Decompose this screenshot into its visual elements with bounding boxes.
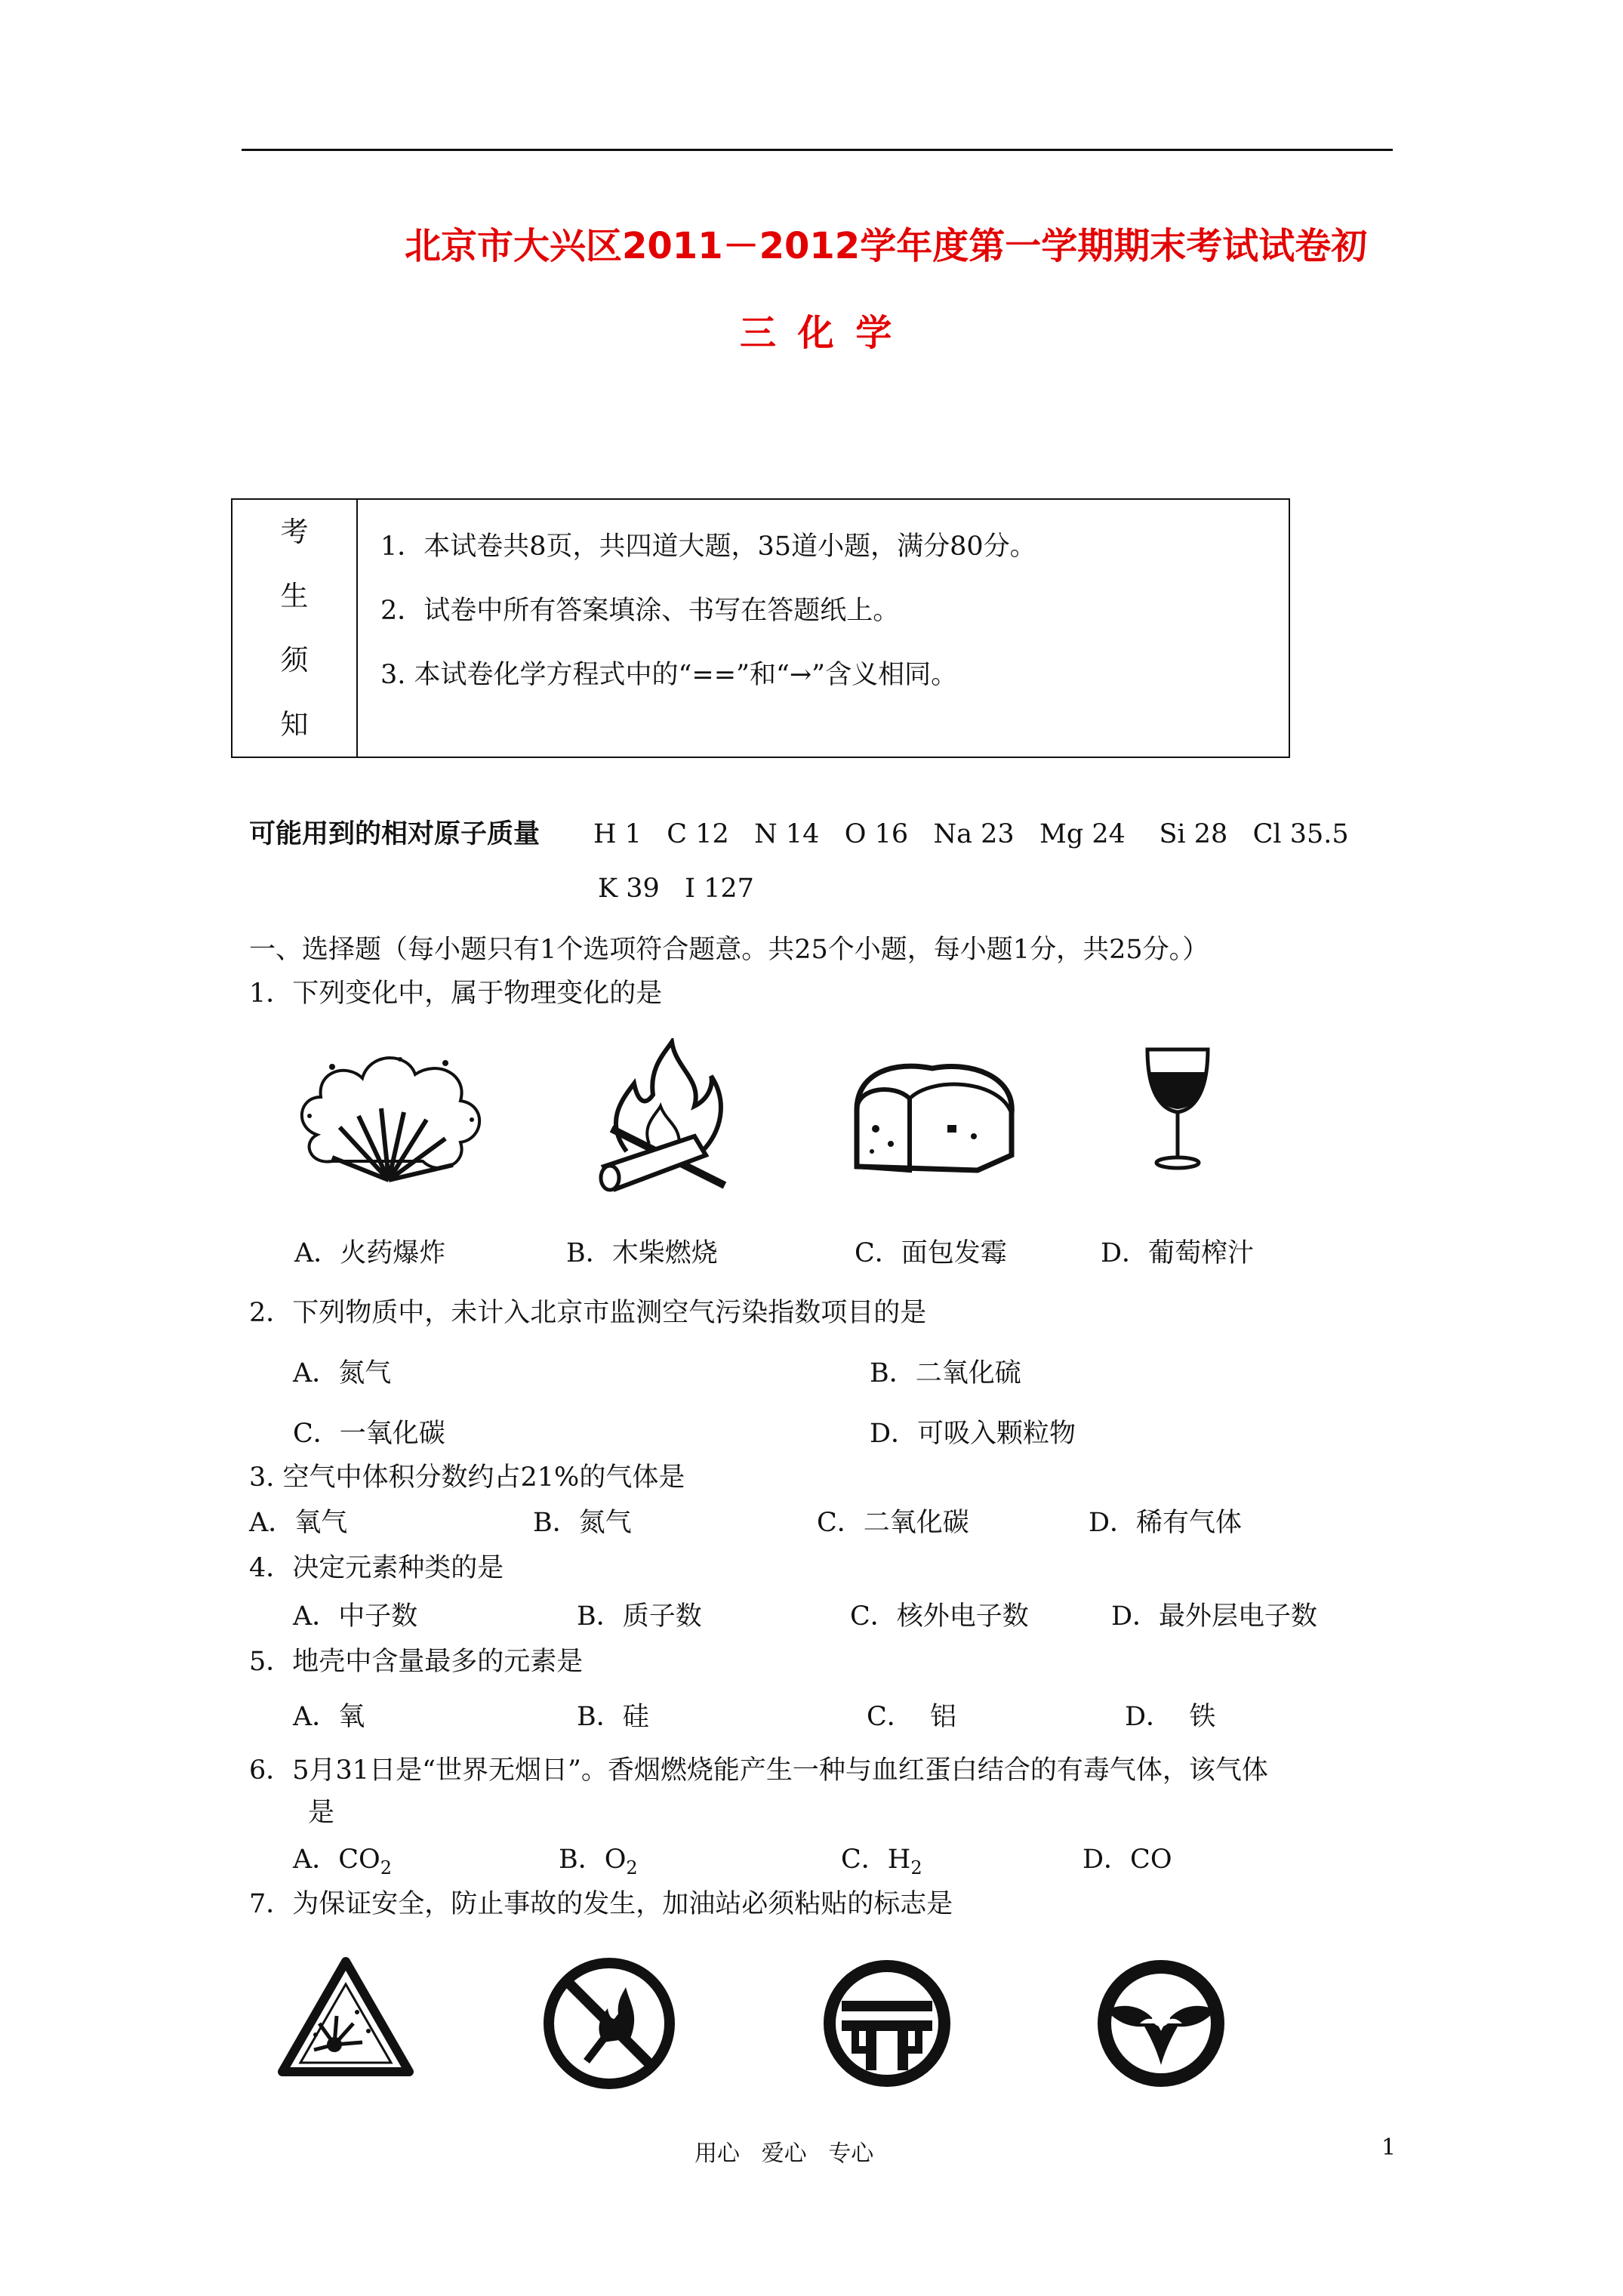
question-4-option-b: B．质子数 [577,1601,702,1632]
notice-label [232,499,357,757]
question-2-option-b: B．二氧化硫 [870,1358,1021,1388]
question-6-stem-line2: 是 [308,1798,335,1828]
burning-wood-icon [581,1038,740,1200]
no-fire-icon [541,1955,677,2094]
question-6-stem-line1: 6．5月31日是“世界无烟日”。香烟燃烧能产生一种与血红蛋白结合的有毒气体，该气体 [249,1755,1268,1786]
notice-item: 1．本试卷共8页，共四道大题，35道小题，满分80分。 [380,532,1036,562]
question-4-option-d: D．最外层电子数 [1111,1601,1318,1632]
page-number: 1 [1381,2134,1397,2161]
question-2-option-d: D．可吸入颗粒物 [870,1419,1076,1449]
question-4-stem: 4．决定元素种类的是 [249,1553,504,1583]
question-1-option-b: B．木柴燃烧 [566,1238,718,1268]
notice-item: 2．试卷中所有答案填涂、书写在答题纸上。 [380,596,900,626]
question-2-stem: 2．下列物质中，未计入北京市监测空气污染指数项目的是 [249,1298,927,1328]
explosive-warning-icon [278,1955,414,2079]
question-7-stem: 7．为保证安全，防止事故的发生，加油站必须粘贴的标志是 [249,1889,953,1919]
notice-item: 3. 本试卷化学方程式中的“==”和“→”含义相同。 [380,660,958,690]
moldy-bread-icon [849,1057,1023,1181]
question-5-option-d: D． 铁 [1125,1702,1216,1732]
header-rule [242,149,1393,151]
question-6-option-b: B．$O_2$ [559,1845,638,1878]
page-title-line2: 三 化 学 [740,312,897,354]
question-5-option-b: B．硅 [577,1702,649,1732]
question-3-option-c: C．二氧化碳 [817,1508,969,1538]
atomic-mass-line2: K 39 I 127 [598,874,754,904]
question-6-option-a: A．$CO_2$ [293,1845,393,1878]
page-title-line1: 北京市大兴区2011－2012学年度第一学期期末考试试卷初 [405,225,1368,267]
question-1-stem: 1．下列变化中，属于物理变化的是 [249,978,663,1009]
notice-label-char: 考 [280,516,309,548]
question-2-option-a: A．氮气 [293,1358,392,1388]
green-food-icon [1093,1955,1229,2094]
question-3-option-d: D．稀有气体 [1089,1508,1243,1538]
question-1-option-a: A．火药爆炸 [294,1238,446,1268]
question-4-option-c: C．核外电子数 [850,1601,1029,1632]
question-6-option-d: D．CO [1083,1845,1172,1875]
exam-notice-table [231,498,1290,758]
question-3-option-a: A．氧气 [249,1508,348,1538]
wine-glass-icon [1140,1046,1215,1177]
question-4-option-a: A．中子数 [293,1601,418,1632]
section-heading: 一、选择题（每小题只有1个选项符合题意。共25个小题，每小题1分，共25分。） [249,935,1209,965]
atomic-mass-label: 可能用到的相对原子质量 [249,818,540,849]
question-3-stem: 3. 空气中体积分数约占21%的气体是 [249,1462,685,1493]
notice-label-char: 知 [280,708,309,741]
water-saving-icon [819,1955,955,2094]
question-5-stem: 5．地壳中含量最多的元素是 [249,1647,584,1677]
question-6-option-c: C．$H_2$ [841,1845,922,1878]
question-1-option-c: C．面包发霉 [855,1238,1007,1268]
question-3-option-b: B．氮气 [533,1508,632,1538]
question-5-option-c: C． 铝 [867,1702,957,1732]
footer-motto: 用心 爱心 专心 [694,2140,874,2167]
notice-label-char: 须 [280,644,309,676]
atomic-mass-line1: H 1 C 12 N 14 O 16 Na 23 Mg 24 Si 28 Cl 35.5 [593,819,1349,849]
question-2-option-c: C．一氧化碳 [293,1419,445,1449]
notice-items [357,499,1289,757]
question-5-option-a: A．氧 [293,1702,365,1732]
question-1-option-d: D．葡萄榨汁 [1101,1238,1255,1268]
notice-label-char: 生 [280,580,309,612]
explosion-icon [287,1044,491,1191]
